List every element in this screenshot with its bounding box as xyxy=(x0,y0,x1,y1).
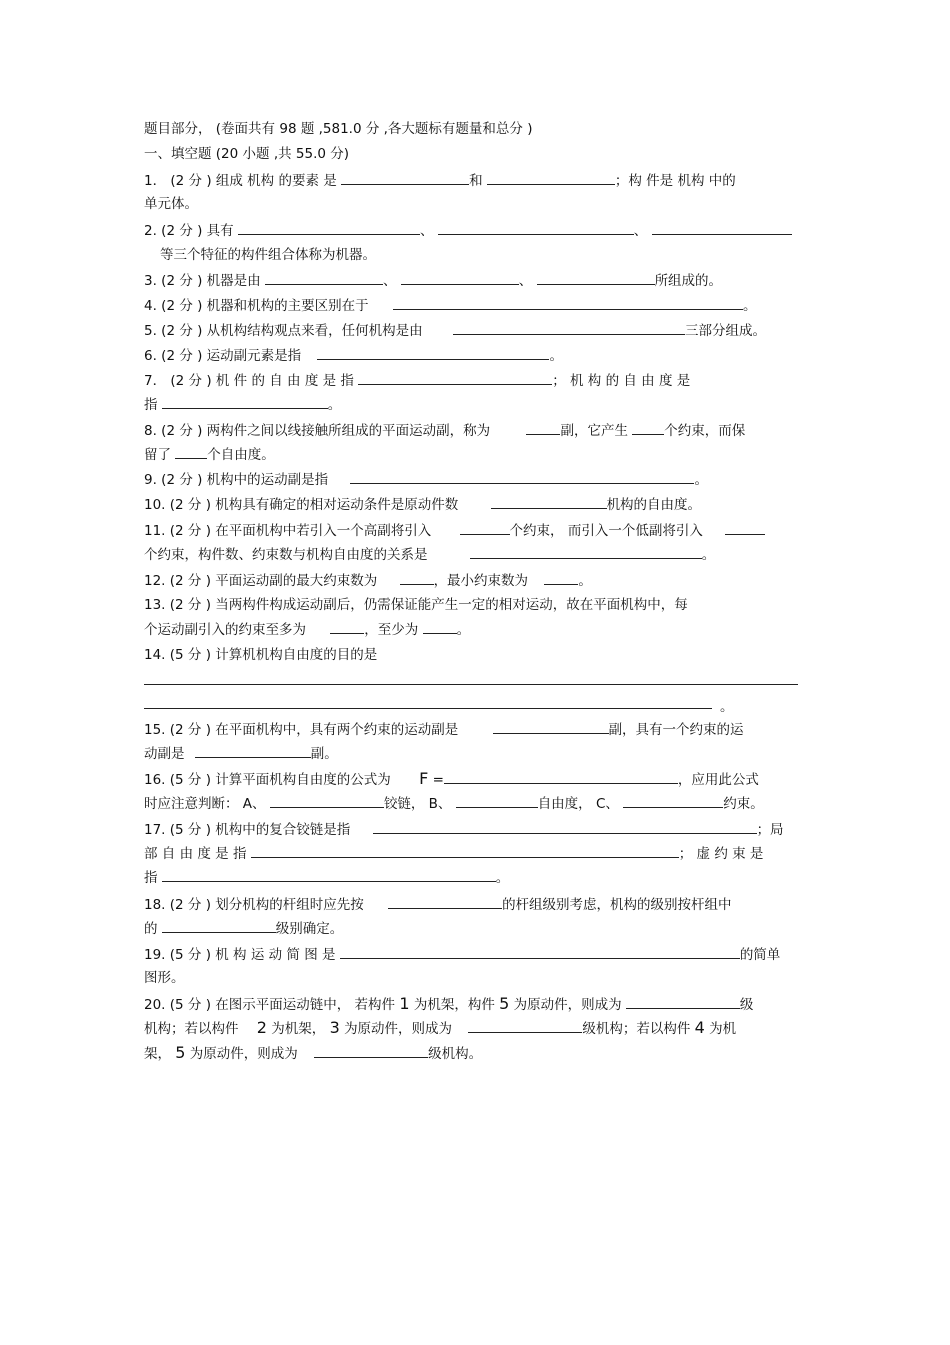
answer-blank[interactable] xyxy=(493,720,609,734)
answer-blank[interactable] xyxy=(526,421,560,435)
answer-blank[interactable] xyxy=(423,620,457,634)
answer-line[interactable] xyxy=(144,684,798,685)
answer-line[interactable] xyxy=(144,708,712,709)
question-15-cont: 动副是 副。 xyxy=(144,746,338,762)
question-2: 2. (2 分 ) 具有 、 、 xyxy=(144,221,792,240)
question-20-cont2: 架， 5 为原动件，则成为 级机构。 xyxy=(144,1043,483,1062)
question-16-cont: 时应注意判断： A、 铰链， B、 自由度， C、 约束。 xyxy=(144,796,764,812)
question-14: 14. (5 分 ) 计算机机构自由度的目的是 xyxy=(144,647,378,663)
answer-blank[interactable] xyxy=(393,296,743,310)
answer-blank[interactable] xyxy=(725,521,765,535)
answer-blank[interactable] xyxy=(314,1044,428,1058)
section-title: 一、填空题 (20 小题 ,共 55.0 分) xyxy=(144,146,350,162)
answer-blank[interactable] xyxy=(162,395,328,409)
answer-blank[interactable] xyxy=(373,820,757,834)
question-4: 4. (2 分 ) 机器和机构的主要区别在于 。 xyxy=(144,298,757,314)
question-1: 1． (2 分 ) 组成 机构 的要素 是 和 ；构 件是 机构 中的 xyxy=(144,173,736,189)
question-13-cont: 个运动副引入的约束至多为 ，至少为 。 xyxy=(144,622,471,638)
question-2-cont: 等三个特征的构件组合体称为机器。 xyxy=(160,247,376,263)
question-16: 16. (5 分 ) 计算平面机构自由度的公式为 F = ，应用此公式 xyxy=(144,769,759,788)
answer-blank[interactable] xyxy=(444,770,678,784)
answer-blank[interactable] xyxy=(330,620,364,634)
question-17: 17. (5 分 ) 机构中的复合铰链是指 ；局 xyxy=(144,822,784,838)
question-17-cont2: 指 。 xyxy=(144,870,510,886)
question-19: 19. (5 分 ) 机 构 运 动 简 图 是 的简单 xyxy=(144,947,781,963)
answer-blank[interactable] xyxy=(270,794,384,808)
exam-header: 题目部分， (卷面共有 98 题 ,581.0 分 ,各大题标有题量和总分 ) xyxy=(144,121,533,137)
question-7-cont: 指 。 xyxy=(144,397,342,413)
question-13: 13. (2 分 ) 当两构件构成运动副后，仍需保证能产生一定的相对运动，故在平面机构中，每 xyxy=(144,597,688,613)
answer-blank[interactable] xyxy=(238,221,420,235)
question-5: 5. (2 分 ) 从机构结构观点来看，任何机构是由 三部分组成。 xyxy=(144,323,766,339)
answer-blank[interactable] xyxy=(317,346,549,360)
answer-blank[interactable] xyxy=(456,794,538,808)
answer-blank[interactable] xyxy=(195,744,311,758)
answer-blank[interactable] xyxy=(438,221,634,235)
question-17-cont: 部 自 由 度 是 指 ； 虚 约 束 是 xyxy=(144,846,764,862)
answer-blank[interactable] xyxy=(341,171,469,185)
question-11-cont: 个约束，构件数、约束数与机构自由度的关系是 。 xyxy=(144,547,716,563)
answer-blank[interactable] xyxy=(537,271,655,285)
answer-blank[interactable] xyxy=(460,521,510,535)
question-15: 15. (2 分 ) 在平面机构中，具有两个约束的运动副是 副，具有一个约束的运 xyxy=(144,722,744,738)
answer-blank[interactable] xyxy=(401,271,519,285)
answer-blank[interactable] xyxy=(162,919,276,933)
question-3: 3. (2 分 ) 机器是由 、 、 所组成的。 xyxy=(144,273,723,289)
answer-blank[interactable] xyxy=(544,571,578,585)
question-18-cont: 的 级别确定。 xyxy=(144,921,344,937)
answer-blank[interactable] xyxy=(350,470,694,484)
question-8: 8. (2 分 ) 两构件之间以线接触所组成的平面运动副，称为 副，它产生 个约束，而保 xyxy=(144,423,746,439)
answer-blank[interactable] xyxy=(162,868,496,882)
answer-blank[interactable] xyxy=(491,495,607,509)
answer-blank[interactable] xyxy=(400,571,434,585)
answer-blank[interactable] xyxy=(623,794,723,808)
question-19-cont: 图形。 xyxy=(144,970,185,986)
answer-blank[interactable] xyxy=(358,371,552,385)
question-1-cont: 单元体。 xyxy=(144,196,198,212)
answer-blank[interactable] xyxy=(626,995,740,1009)
question-9: 9. (2 分 ) 机构中的运动副是指 。 xyxy=(144,472,708,488)
answer-blank[interactable] xyxy=(468,1019,582,1033)
answer-blank[interactable] xyxy=(251,844,679,858)
answer-blank[interactable] xyxy=(632,421,664,435)
question-8-cont: 留了 个自由度。 xyxy=(144,447,275,463)
question-11: 11. (2 分 ) 在平面机构中若引入一个高副将引入 个约束， 而引入一个低副将引入 xyxy=(144,521,765,540)
answer-blank[interactable] xyxy=(470,545,702,559)
answer-blank[interactable] xyxy=(453,321,685,335)
question-20-cont: 机构；若以构件 2 为机架， 3 为原动件，则成为 级机构；若以构件 4 为机 xyxy=(144,1018,737,1037)
answer-blank[interactable] xyxy=(340,945,740,959)
question-18: 18. (2 分 ) 划分机构的杆组时应先按 的杆组级别考虑，机构的级别按杆组中 xyxy=(144,897,732,913)
answer-blank[interactable] xyxy=(388,895,502,909)
question-14-end: 。 xyxy=(720,699,734,715)
question-7: 7． (2 分 ) 机 件 的 自 由 度 是 指 ； 机 构 的 自 由 度 是 xyxy=(144,373,691,389)
answer-blank[interactable] xyxy=(175,445,207,459)
question-10: 10. (2 分 ) 机构具有确定的相对运动条件是原动件数 机构的自由度。 xyxy=(144,497,702,513)
answer-blank[interactable] xyxy=(652,221,792,235)
question-6: 6. (2 分 ) 运动副元素是指 。 xyxy=(144,348,563,364)
question-20: 20. (5 分 ) 在图示平面运动链中， 若构件 1 为机架，构件 5 为原动件，则成为 级 xyxy=(144,994,754,1013)
answer-blank[interactable] xyxy=(487,171,615,185)
question-12: 12. (2 分 ) 平面运动副的最大约束数为 ，最小约束数为 。 xyxy=(144,573,592,589)
answer-blank[interactable] xyxy=(265,271,383,285)
